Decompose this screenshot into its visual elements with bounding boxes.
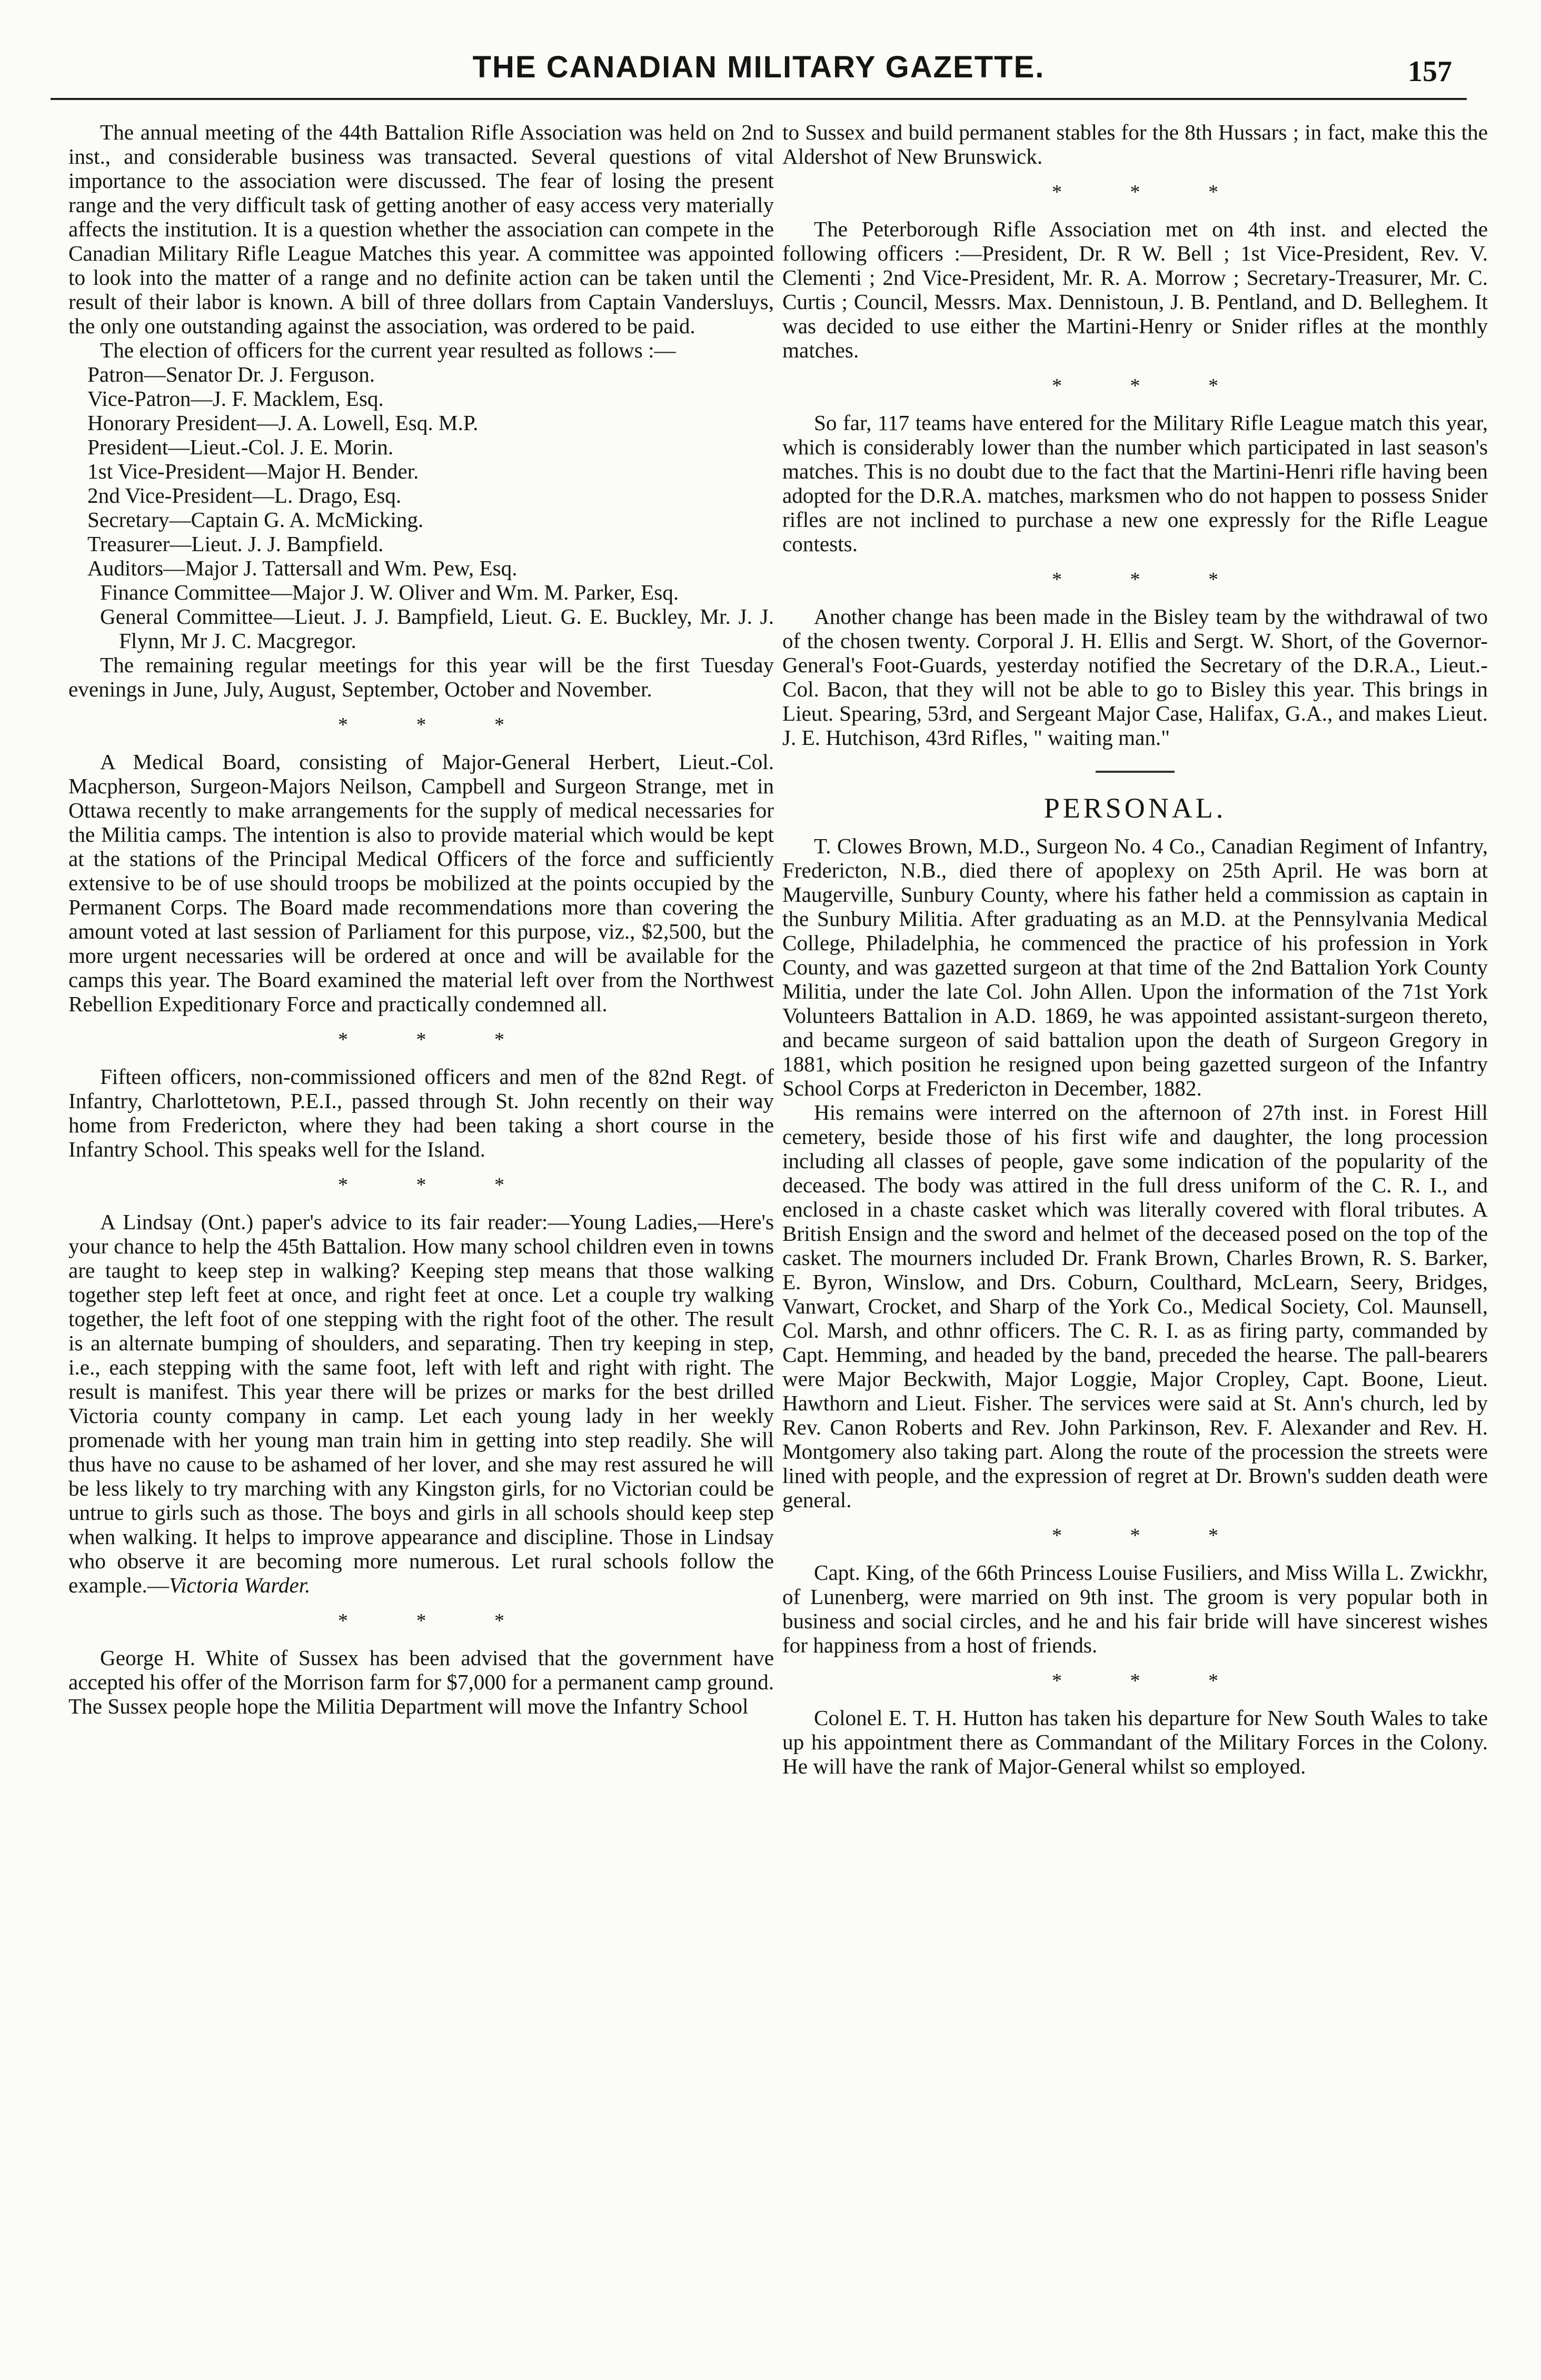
general-committee: General Committee—Lieut. J. J. Bampfield, Lieut. G. E. Buckley, Mr. J. J. Flynn, Mr J. C. Macgregor.	[100, 604, 774, 653]
right-column	[782, 120, 1488, 1778]
finance-committee: Finance Committee—Major J. W. Oliver and Wm. M. Parker, Esq.	[100, 580, 679, 604]
bisley-team-article: Another change has been made in the Bisley team by the withdrawal of two of the chosen twenty. Corporal J. H. Ellis and Sergt. W. Short, of the Governor-General's Foot-Guards, yesterday notified the Secretary of the D.R.A., Lieut.-Col. Bacon, that they will not be able to go to Bisley this year. This brings in Lieut. Spearing, 53rd, and Sergeant Major Case, Halifax, G.A., and makes Lieut. J. E. Hutchison, 43rd Rifles, " waiting man."	[782, 604, 1488, 750]
source-signature: Victoria Warder.	[169, 1573, 311, 1597]
officer-line: Auditors—Major J. Tattersall and Wm. Pew, Esq.	[87, 556, 518, 580]
meetings-schedule: The remaining regular meetings for this year will be the first Tuesday evenings in June, July, August, September, October and November.	[68, 653, 774, 701]
section-separator: * * *	[1052, 181, 1250, 203]
section-separator: * * *	[1052, 375, 1250, 397]
sussex-camp-continued: to Sussex and build permanent stables for the 8th Hussars ; in fact, make this the Aldershot of New Brunswick.	[782, 120, 1488, 168]
hutton-departure-article: Colonel E. T. H. Hutton has taken his departure for New South Wales to take up his appointment there as Commandant of the Military Forces in the Colony. He will have the rank of Major-General whilst so employed.	[782, 1706, 1488, 1778]
officer-line: Secretary—Captain G. A. McMicking.	[87, 507, 424, 532]
wedding-article: Capt. King, of the 66th Princess Louise Fusiliers, and Miss Willa L. Zwickhr, of Lunenberg, were married on 9th inst. The groom is very popular both in business and social circles, and he and his fair bride will have sincerest wishes for happiness from a host of friends.	[782, 1560, 1488, 1657]
sussex-camp-article: George H. White of Sussex has been advised that the government have accepted his offer of the Morrison farm for $7,000 for a permanent camp ground. The Sussex people hope the Militia Department will move the Infantry School	[68, 1646, 774, 1718]
officers-list	[68, 362, 774, 580]
page-number: 157	[1408, 55, 1452, 88]
section-separator: * * *	[1052, 1670, 1250, 1692]
section-separator: * * *	[1052, 569, 1250, 591]
peterborough-article: The Peterborough Rifle Association met on 4th inst. and elected the following officers :—President, Dr. R W. Bell ; 1st Vice-President, Rev. V. Clementi ; 2nd Vice-President, Mr. R. A. Morrow ; Secretary-Treasurer, Mr. C. Curtis ; Council, Messrs. Max. Dennistoun, J. B. Pentland, and D. Belleghem. It was decided to use either the Martini-Henry or Snider rifles at the monthly matches.	[782, 217, 1488, 362]
page-header	[51, 42, 1467, 100]
obituary-article: T. Clowes Brown, M.D., Surgeon No. 4 Co., Canadian Regiment of Infantry, Fredericton, N.B., died there of apoplexy on 25th April. He was born at Maugerville, Sunbury County, where his father held a commission as captain in the Sunbury Militia. After graduating as an M.D. at the Pennsylvania Medical College, Philadelphia, he commenced the practice of his profession in York County, and was gazetted surgeon at that time of the 2nd Battalion York County Militia, under the late Col. John Allen. Upon the information of the 71st York Volunteers Battalion in A.D. 1869, he was appointed assistant-surgeon thereto, and became surgeon of said battalion upon the death of Surgeon Gregory in 1881, which position he resigned upon being gazetted surgeon of the Infantry School Corps at Fredericton in December, 1882.	[782, 834, 1488, 1100]
section-separator: * * *	[1052, 1525, 1250, 1547]
section-separator: * * *	[338, 714, 536, 736]
running-title: THE CANADIAN MILITARY GAZETTE.	[472, 50, 1045, 84]
medical-board-article: A Medical Board, consisting of Major-General Herbert, Lieut.-Col. Macpherson, Surgeon-Majors Neilson, Campbell and Surgeon Strange, met in Ottawa recently to make arrangements for the supply of medical necessaries for the Militia camps. The intention is also to provide material which would be kept at the stations of the Principal Medical Officers of the force and sufficiently extensive to be of use should troops be mobilized at the points occupied by the Permanent Corps. The Board made recommendations more than covering the amount voted at last session of Parliament for this purpose, viz., $2,500, but the more urgent necessaries will be ordered at once and will be available for the camps this year. The Board examined the material left over from the Northwest Rebellion Expeditionary Force and practically condemned all.	[68, 750, 774, 1016]
pei-officers-article: Fifteen officers, non-commissioned officers and men of the 82nd Regt. of Infantry, Charlottetown, P.E.I., passed through St. John recently on their way home from Fredericton, where they had been taking a short course in the Infantry School. This speaks well for the Island.	[68, 1064, 774, 1161]
short-divider	[1096, 771, 1175, 773]
lindsay-advice-text: A Lindsay (Ont.) paper's advice to its fair reader:—Young Ladies,—Here's your chance to help the 45th Battalion. How many school children even in towns are taught to keep step in walking? Keeping step means that those walking together step left feet at once, and right feet at once. Let a couple try walking together, the left foot of one stepping with the right foot of the other. The result is an alternate bumping of shoulders, and separating. Then try keeping in step, i.e., each stepping with the same foot, left with left and right with right. The result is manifest. This year there will be prizes or marks for the best drilled Victoria county company in camp. Let each young lady in her weekly promenade with her young man train him in getting into step readily. She will thus have no cause to be ashamed of her lover, and she may rest assured he will be less likely to try marching with any Kingston girls, for no Victorian could be untrue to girls such as those. The boys and girls in all schools should keep step when walking. It helps to improve appearance and discipline. Those in Lindsay who observe it are becoming more numerous. Let rural schools follow the example.—	[68, 1210, 774, 1597]
section-separator: * * *	[338, 1610, 536, 1632]
rifle-league-article: So far, 117 teams have entered for the Military Rifle League match this year, which is considerably lower than the number which participated in last season's matches. This is no doubt due to the fact that the Martini-Henri rifle having been adopted for the D.R.A. matches, marksmen who do not happen to possess Snider rifles are not inclined to purchase a new one expressly for the Rifle League contests.	[782, 411, 1488, 556]
officer-line: 1st Vice-President—Major H. Bender.	[87, 459, 419, 483]
officer-line: Patron—Senator Dr. J. Ferguson.	[87, 362, 375, 386]
rifle-association-article: The annual meeting of the 44th Battalion Rifle Association was held on 2nd inst., and considerable business was transacted. Several questions of vital importance to the association were discussed. The fear of losing the present range and the very difficult task of getting another of easy access very materially affects the institution. It is a question whether the association can compete in the Canadian Military Rifle League Matches this year. A committee was appointed to look into the matter of a range and no definite action can be taken until the result of their labor is known. A bill of three dollars from Captain Vandersluys, the only one outstanding against the association, was ordered to be paid.	[68, 120, 774, 338]
officer-line: Treasurer—Lieut. J. J. Bampfield.	[87, 532, 384, 556]
section-separator: * * *	[338, 1029, 536, 1051]
lindsay-advice-article	[68, 1210, 774, 1597]
officer-line: President—Lieut.-Col. J. E. Morin.	[87, 435, 394, 459]
section-separator: * * *	[338, 1174, 536, 1196]
officer-line: Honorary President—J. A. Lowell, Esq. M.P.	[87, 411, 479, 435]
header-rule	[51, 98, 1467, 100]
funeral-article: His remains were interred on the afternoon of 27th inst. in Forest Hill cemetery, beside those of his first wife and daughter, the long procession including all classes of people, gave some indication of the popularity of the deceased. The body was attired in the full dress uniform of the C. R. I., and enclosed in a chaste casket which was literally covered with floral tributes. A British Ensign and the sword and helmet of the deceased posed on the top of the casket. The mourners included Dr. Frank Brown, Charles Brown, R. S. Barker, E. Byron, Winslow, and Drs. Coburn, Coulthard, McLearn, Seery, Bridges, Vanwart, Crocket, and Sharp of the York Co., Medical Society, Col. Maunsell, Col. Marsh, and othnr officers. The C. R. I. as as firing party, commanded by Capt. Hemming, and headed by the band, preceded the hearse. The pall-bearers were Major Beckwith, Major Loggie, Major Cropley, Capt. Boone, Lieut. Hawthorn and Lieut. Fisher. The services were said at St. Ann's church, led by Rev. Canon Roberts and Rev. John Parkinson, Rev. F. Alexander and Rev. H. Montgomery also taking part. Along the route of the procession the streets were lined with people, and the expression of regret at Dr. Brown's sudden death were general.	[782, 1100, 1488, 1512]
election-intro: The election of officers for the current year resulted as follows :—	[100, 338, 676, 362]
left-column	[68, 120, 774, 1718]
personal-heading: PERSONAL.	[1043, 792, 1227, 824]
officer-line: Vice-Patron—J. F. Macklem, Esq.	[87, 386, 384, 411]
officer-line: 2nd Vice-President—L. Drago, Esq.	[87, 483, 402, 507]
